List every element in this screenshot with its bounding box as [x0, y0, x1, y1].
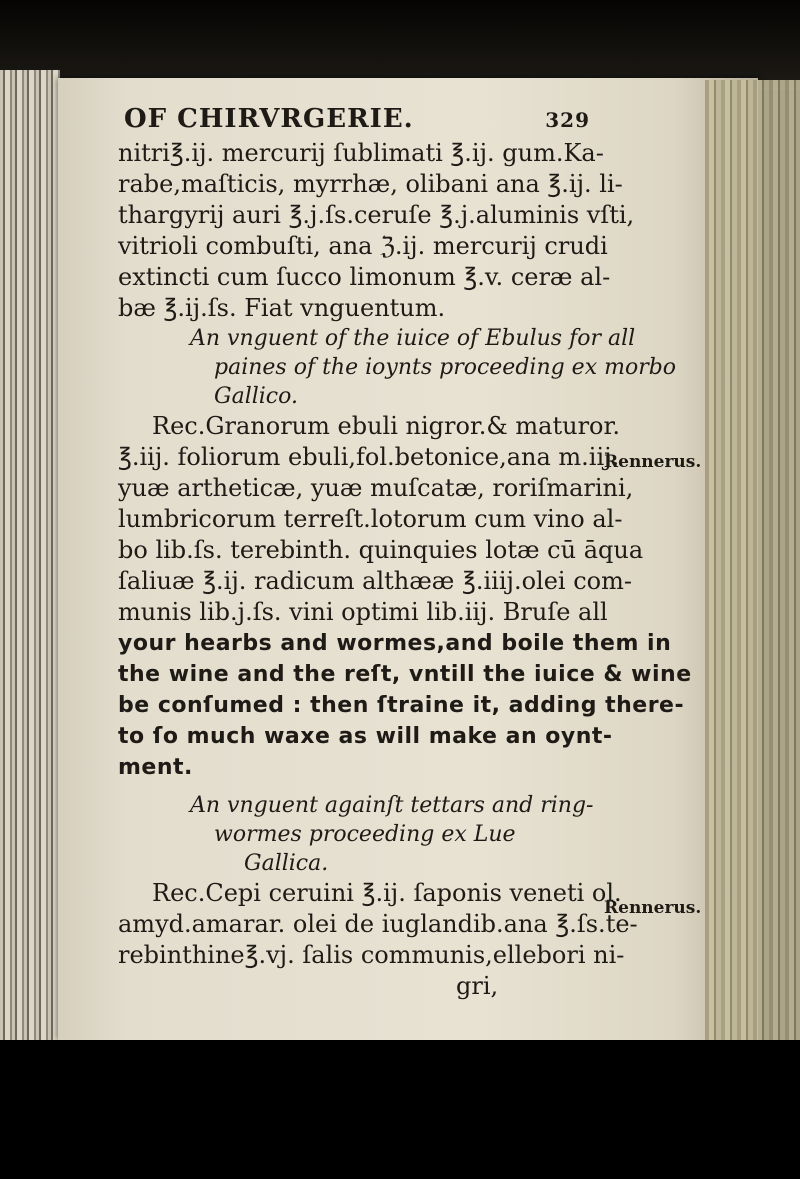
text-line: amyd.amarar. olei de iuglandib.ana ℥.ſs.te- — [118, 910, 638, 938]
section-heading-1 — [118, 324, 677, 411]
background-bottom — [0, 1040, 800, 1179]
text-line: lumbricorum terreſt.lotorum cum vino al- — [118, 505, 623, 533]
recipe-1-text — [118, 138, 635, 324]
margin-note-rennerus: Rennerus. — [604, 898, 702, 918]
text-line: Rec.Cepi ceruini ℥.ij. ſaponis veneti ol. — [152, 879, 622, 907]
heading-line: wormes proceeding ex Lue — [214, 822, 516, 847]
text-line: to ſo much waxe as will make an oynt- — [118, 724, 613, 749]
recipe-2-text — [118, 411, 644, 628]
margin-note-rennerus: Rennerus. — [604, 452, 702, 472]
text-line: vitrioli combuſti, ana ℨ.ij. mercurij crudi — [118, 232, 608, 260]
section-heading-2 — [118, 791, 598, 878]
recipe-3-text — [118, 878, 638, 1002]
text-line: nitri℥.ij. mercurij ſublimati ℥.ij. gum.Ka- — [118, 139, 604, 167]
text-line: extincti cum ſucco limonum ℥.v. ceræ al- — [118, 263, 611, 291]
text-line: ſaliuæ ℥.ij. radicum althææ ℥.iiij.olei com- — [118, 567, 632, 595]
background-top — [0, 0, 800, 90]
blackletter-instructions — [118, 628, 692, 783]
text-line: yuæ artheticæ, yuæ muſcatæ, roriſmarini, — [118, 474, 634, 502]
text-line: the wine and the reſt, vntill the iuice & wine — [118, 662, 692, 687]
text-line: munis lib.j.ſs. vini optimi lib.iij. Bruſe all — [118, 598, 608, 626]
text-line: gri, — [456, 972, 499, 1000]
text-line: thargyrij auri ℥.j.ſs.ceruſe ℥.j.aluminis vſti, — [118, 201, 635, 229]
text-line: bo lib.ſs. terebinth. quinquies lotæ cū āqua — [118, 536, 644, 564]
heading-line: An vnguent againſt tettars and ring- — [190, 793, 594, 818]
text-line: Rec.Granorum ebuli nigror.& maturor. — [152, 412, 620, 440]
text-line: your hearbs and wormes,and boile them in — [118, 631, 672, 656]
page-edges-right — [705, 80, 800, 1040]
text-line: ℥.iij. foliorum ebuli,fol.betonice,ana m.iij. — [118, 443, 620, 471]
text-line: ment. — [118, 755, 193, 780]
heading-line: An vnguent of the iuice of Ebulus for all — [190, 326, 636, 351]
running-header — [124, 104, 598, 138]
text-line: be conſumed : then ſtraine it, adding there- — [118, 693, 685, 718]
header-title: OF CHIRVRGERIE. — [124, 104, 414, 134]
heading-line: Gallico. — [214, 384, 298, 409]
heading-line: Gallica. — [244, 851, 329, 876]
text-line: bæ ℥.ij.ſs. Fiat vnguentum. — [118, 294, 446, 322]
text-line: rabe,maſticis, myrrhæ, olibani ana ℥.ij. li- — [118, 170, 623, 198]
page-edges-left — [0, 70, 60, 1040]
text-line: rebinthine℥.vj. ſalis communis,ellebori ni- — [118, 941, 625, 969]
page-number: 329 — [545, 108, 590, 132]
heading-line: paines of the ioynts proceeding ex morbo — [214, 355, 677, 380]
